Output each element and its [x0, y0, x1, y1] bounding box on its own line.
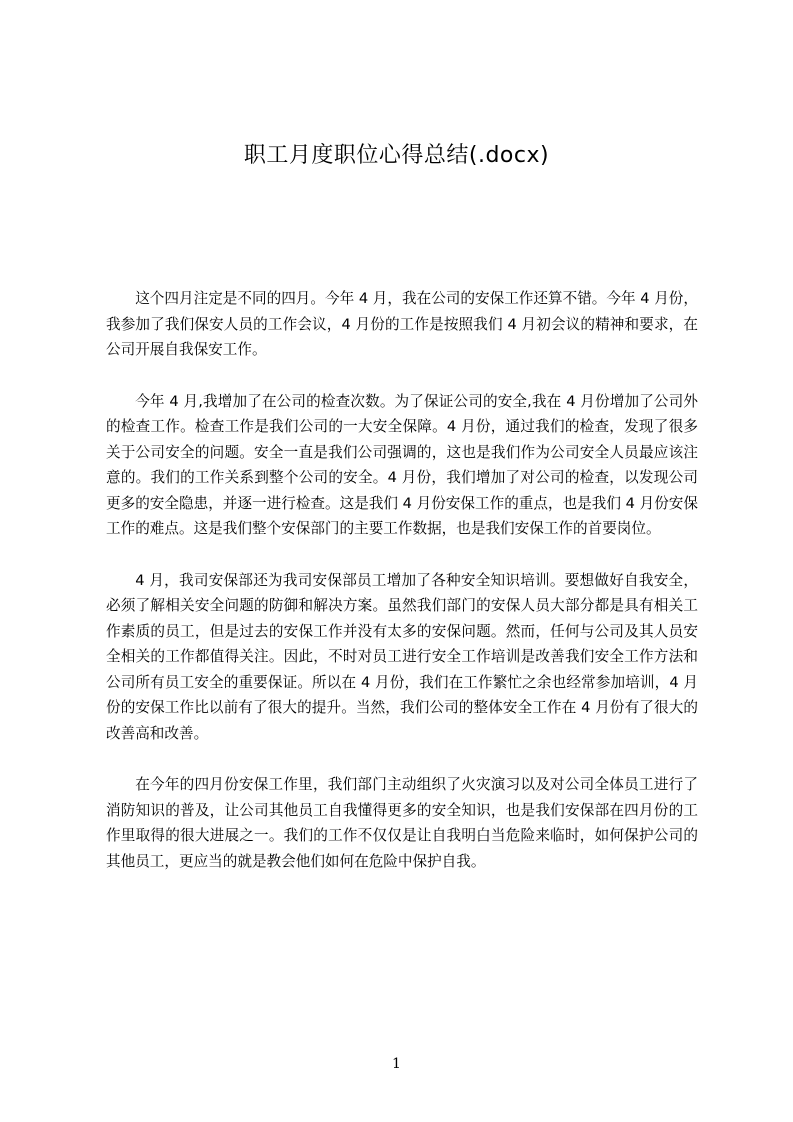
document-body	[106, 286, 698, 900]
paragraph-2: 今年 4 月,我增加了在公司的检查次数。为了保证公司的安全,我在 4 月份增加了公司外的检查工作。检查工作是我们公司的一大安全保障。4 月份，通过我们的检查，发现了很多关于公司安全的问题。安全一直是我们公司强调的，这也是我们作为公司安全人员最应该注意的。我们的工作关系到整个公司的安全。4 月份，我们增加了对公司的检查，以发现公司更多的安全隐患，并逐一进行检查。这是我们 4 月份安保工作的重点，也是我们 4 月份安保工作的难点。这是我们整个安保部门的主要工作数据，也是我们安保工作的首要岗位。	[106, 392, 698, 537]
paragraph-1: 这个四月注定是不同的四月。今年 4 月，我在公司的安保工作还算不错。今年 4 月份，我参加了我们保安人员的工作会议，4 月份的工作是按照我们 4 月初会议的精神和要求，在公司开展自我保安工作。	[106, 290, 698, 358]
paragraph-4: 在今年的四月份安保工作里，我们部门主动组织了火灾演习以及对公司全体员工进行了消防知识的普及，让公司其他员工自我懂得更多的安全知识，也是我们安保部在四月份的工作里取得的很大进展之一。我们的工作不仅仅是让自我明白当危险来临时，如何保护公司的其他员工，更应当的就是教会他们如何在危险中保护自我。	[106, 776, 698, 870]
page-number: 1	[392, 1056, 401, 1072]
document-title: 职工月度职位心得总结(.docx)	[243, 143, 550, 168]
paragraph-3: 4 月，我司安保部还为我司安保部员工增加了各种安全知识培训。要想做好自我安全，必须了解相关安全问题的防御和解决方案。虽然我们部门的安保人员大部分都是具有相关工作素质的员工，但是过去的安保工作并没有太多的安保问题。然而，任何与公司及其人员安全相关的工作都值得关注。因此，不时对员工进行安全工作培训是改善我们安全工作方法和公司所有员工安全的重要保证。所以在 4 月份，我们在工作繁忙之余也经常参加培训，4 月份的安保工作比以前有了很大的提升。当然，我们公司的整体安全工作在 4 月份有了很大的改善高和改善。	[106, 571, 698, 742]
